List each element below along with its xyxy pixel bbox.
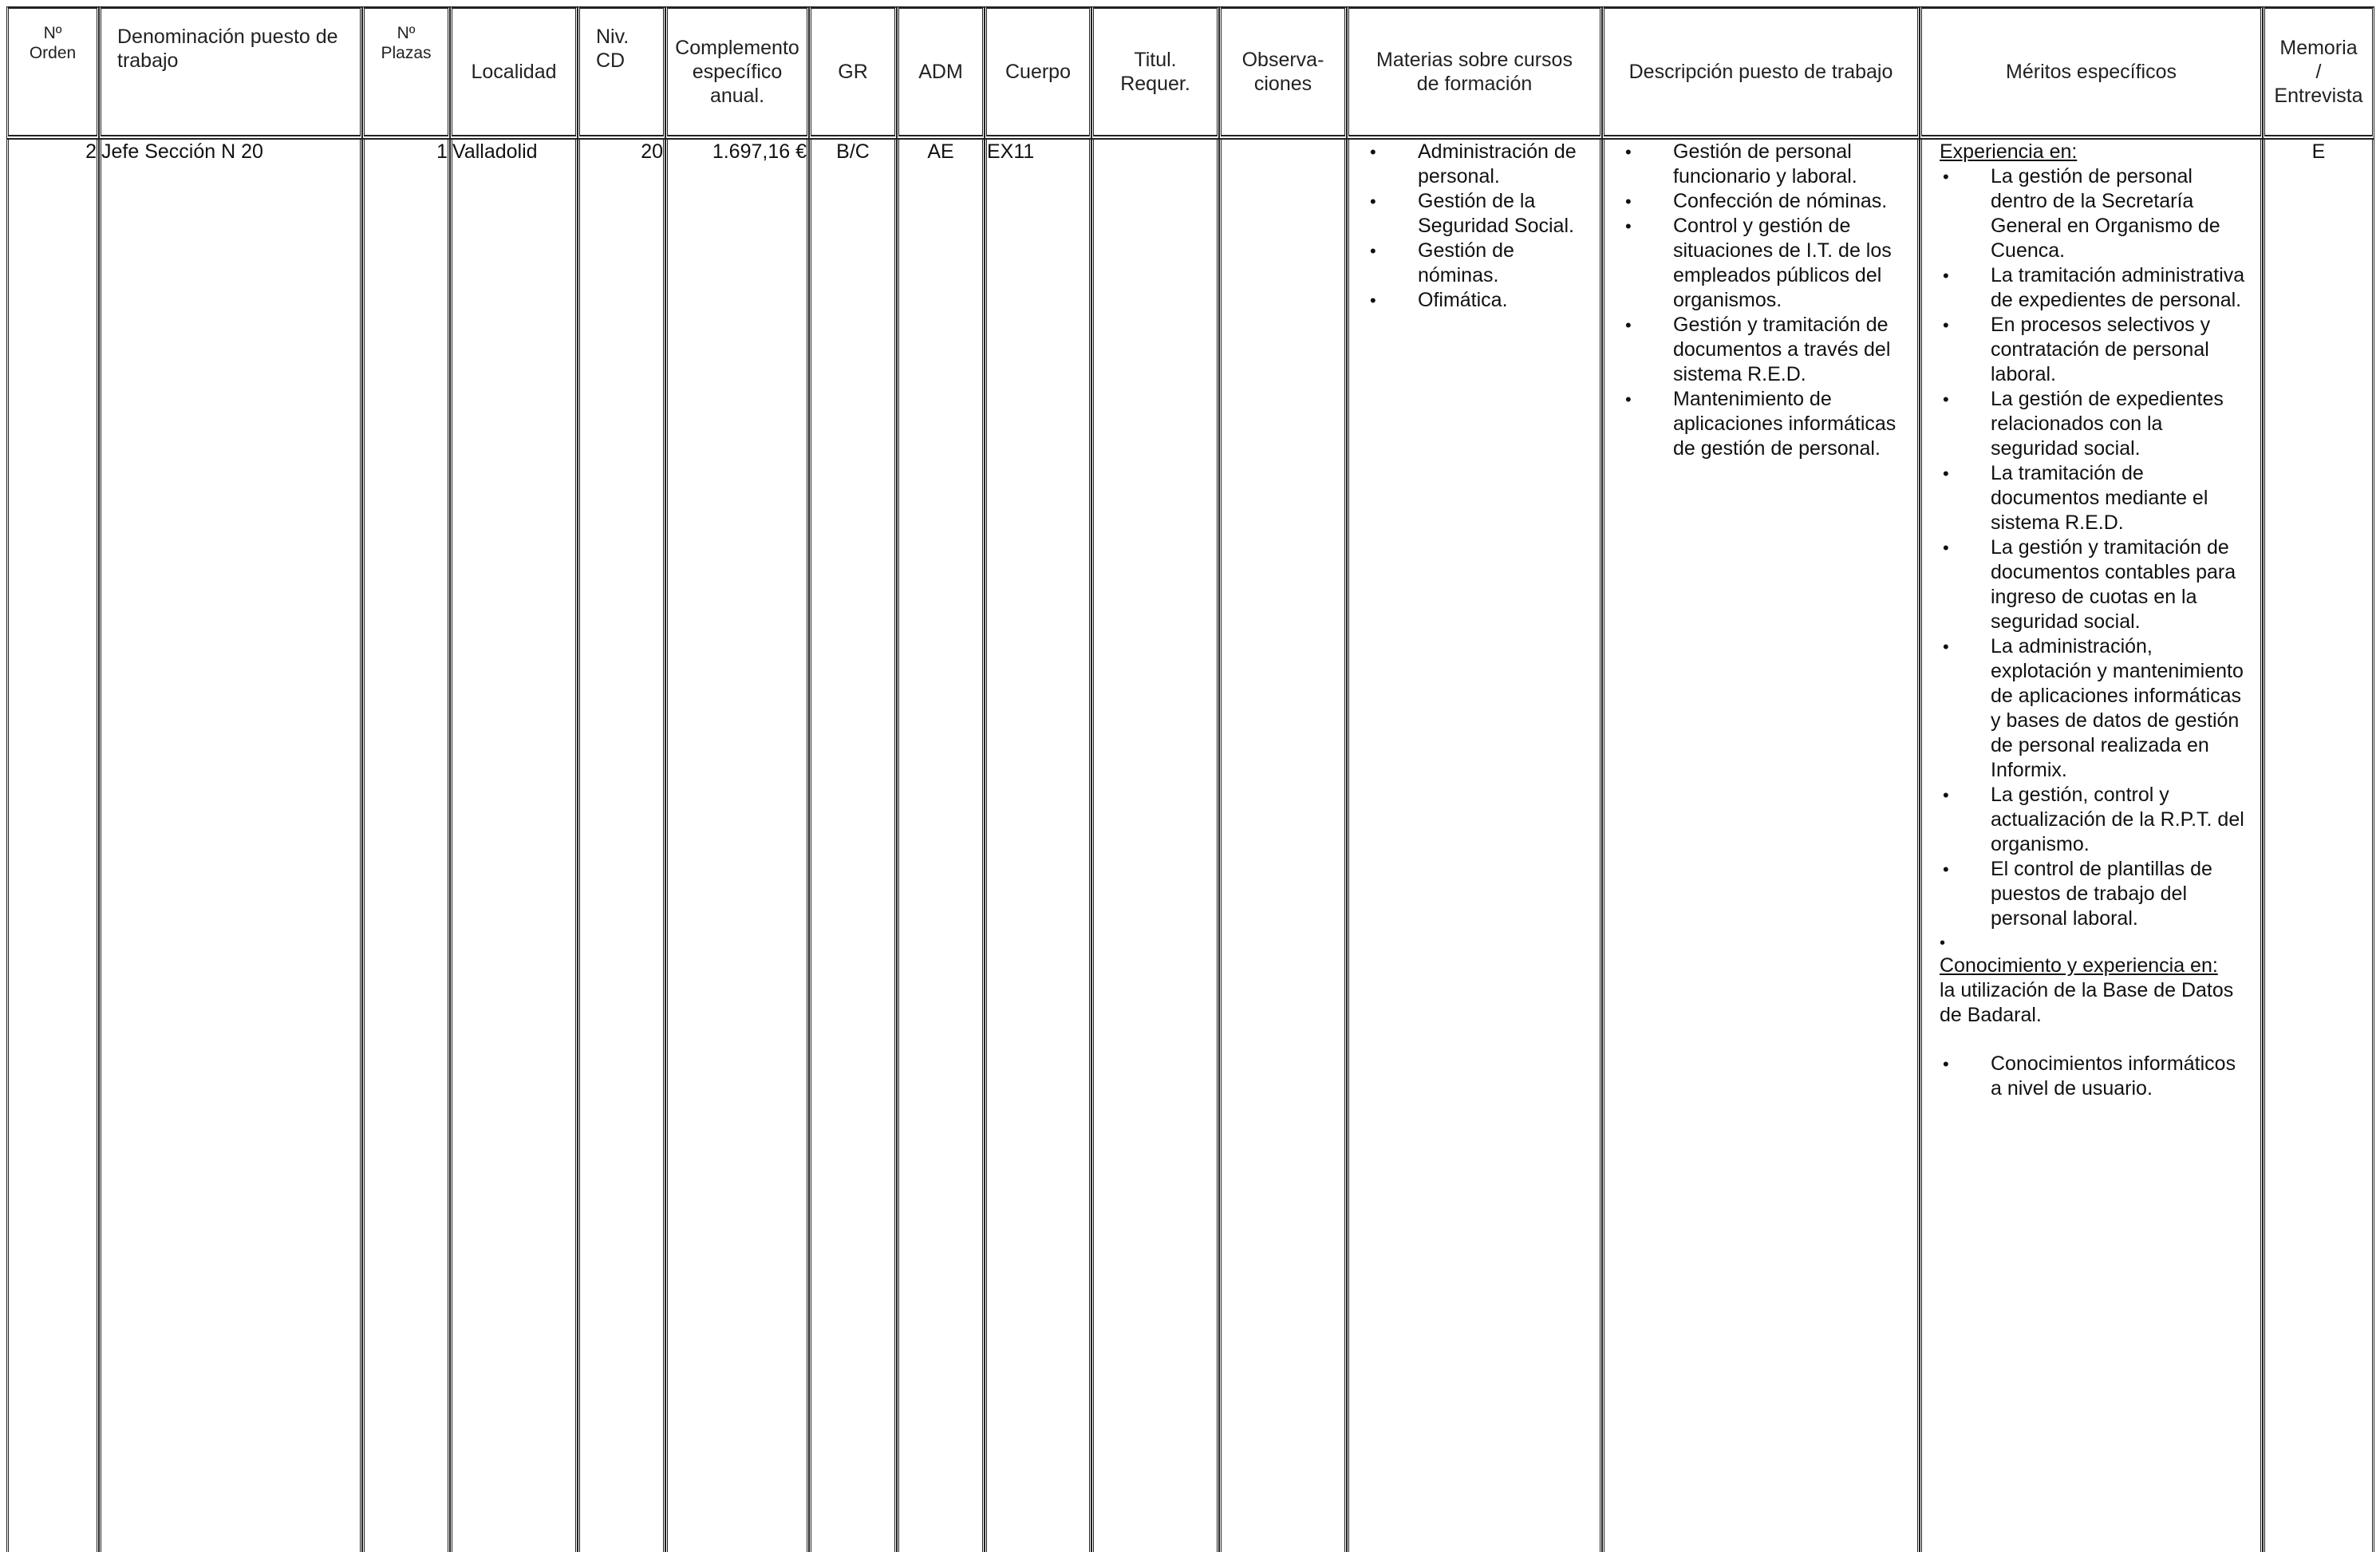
list-item: • La gestión de expedientes relacionados con la seguridad social. [1991, 387, 2249, 461]
header-plazas-line1: Nº [397, 24, 416, 42]
header-orden-line1: Nº [43, 24, 62, 42]
header-orden-line2: Orden [29, 44, 77, 62]
list-item: • Conocimientos informáticos a nivel de usuario. [1991, 1052, 2249, 1101]
list-item: • La tramitación de documentos mediante el sistema R.E.D. [1991, 461, 2249, 535]
cell-gr: B/C [809, 140, 897, 1552]
list-item: • Confección de nóminas. [1673, 189, 1906, 214]
cell-nivel: 20 [578, 140, 665, 1552]
empty-bullet: • [1940, 934, 1946, 952]
cell-memoria: E [2263, 140, 2374, 1552]
header-meritos: Méritos específicos [1920, 6, 2263, 140]
meritos-conocimiento-text: la utilización de la Base de Datos de Badaral. [1940, 979, 2234, 1026]
cell-descripcion [1602, 140, 1920, 1552]
header-memoria [2263, 6, 2374, 140]
meritos-experiencia-title: Experiencia en: [1940, 140, 2078, 163]
header-complemento-line2: específico [692, 61, 783, 83]
list-item: • Control y gestión de situaciones de I.T. de los empleados públicos del organismos. [1673, 214, 1906, 313]
header-localidad: Localidad [450, 6, 578, 140]
header-complemento-line3: anual. [709, 85, 765, 107]
header-materias-line2: de formación [1416, 73, 1533, 95]
list-item: • La gestión de personal dentro de la Secretaría General en Organismo de Cuenca. [1991, 164, 2249, 263]
cell-cuerpo: EX11 [985, 140, 1091, 1552]
cell-materias [1347, 140, 1602, 1552]
header-memoria-line1: Memoria [2279, 37, 2358, 59]
materias-list [1349, 140, 1600, 313]
header-memoria-line2: / [2315, 61, 2322, 83]
positions-table [6, 6, 2374, 1552]
header-complemento [665, 6, 809, 140]
spacer [1922, 1028, 2260, 1052]
list-item: • Gestión de nóminas. [1418, 239, 1589, 288]
meritos-otros-list [1922, 1052, 2260, 1101]
cell-adm: AE [897, 140, 985, 1552]
header-plazas [362, 6, 450, 140]
header-adm: ADM [897, 6, 985, 140]
header-nivel [578, 6, 665, 140]
header-nivel-line2: CD [596, 49, 626, 72]
header-memoria-line3: Entrevista [2274, 85, 2363, 107]
table-row [6, 140, 2374, 1552]
header-materias [1347, 6, 1602, 140]
cell-orden: 2 [6, 140, 99, 1552]
cell-denominacion: Jefe Sección N 20 [99, 140, 362, 1552]
header-complemento-line1: Complemento [675, 37, 799, 59]
header-row [6, 6, 2374, 140]
list-item: • La administración, explotación y mantenimiento de aplicaciones informáticas y bases de datos de gestión de personal realizada en Informix. [1991, 634, 2249, 783]
list-item: • Gestión de la Seguridad Social. [1418, 189, 1589, 239]
cell-plazas: 1 [362, 140, 450, 1552]
cell-observaciones [1219, 140, 1347, 1552]
list-item: • Administración de personal. [1418, 140, 1589, 189]
cell-meritos [1920, 140, 2263, 1552]
list-item: • La tramitación administrativa de expedientes de personal. [1991, 263, 2249, 313]
descripcion-list [1604, 140, 1917, 461]
list-item: • Mantenimiento de aplicaciones informáticas de gestión de personal. [1673, 387, 1906, 461]
header-materias-line1: Materias sobre cursos [1376, 49, 1573, 71]
header-observaciones-line1: Observa- [1241, 49, 1324, 71]
header-titul [1091, 6, 1219, 140]
list-item: • Gestión y tramitación de documentos a través del sistema R.E.D. [1673, 313, 1906, 387]
header-cuerpo: Cuerpo [985, 6, 1091, 140]
list-item: • El control de plantillas de puestos de trabajo del personal laboral. [1991, 857, 2249, 931]
header-titul-line2: Requer. [1120, 73, 1190, 95]
list-item: • En procesos selectivos y contratación de personal laboral. [1991, 313, 2249, 387]
meritos-experiencia-list [1922, 164, 2260, 931]
header-denominacion: Denominación puesto de trabajo [99, 6, 362, 140]
header-titul-line1: Titul. [1134, 49, 1177, 71]
header-plazas-line2: Plazas [381, 44, 432, 62]
header-observaciones [1219, 6, 1347, 140]
header-gr: GR [809, 6, 897, 140]
meritos-conocimiento-title: Conocimiento y experiencia en: [1940, 954, 2218, 977]
list-item: • La gestión y tramitación de documentos contables para ingreso de cuotas en la seguridad social. [1991, 535, 2249, 634]
list-item: • Gestión de personal funcionario y laboral. [1673, 140, 1906, 189]
header-nivel-line1: Niv. [596, 26, 630, 48]
cell-complemento: 1.697,16 € [665, 140, 809, 1552]
header-orden [6, 6, 99, 140]
cell-titul [1091, 140, 1219, 1552]
cell-localidad: Valladolid [450, 140, 578, 1552]
header-descripcion: Descripción puesto de trabajo [1602, 6, 1920, 140]
header-observaciones-line2: ciones [1253, 73, 1312, 95]
list-item: • Ofimática. [1418, 288, 1589, 313]
list-item: • La gestión, control y actualización de la R.P.T. del organismo. [1991, 783, 2249, 857]
